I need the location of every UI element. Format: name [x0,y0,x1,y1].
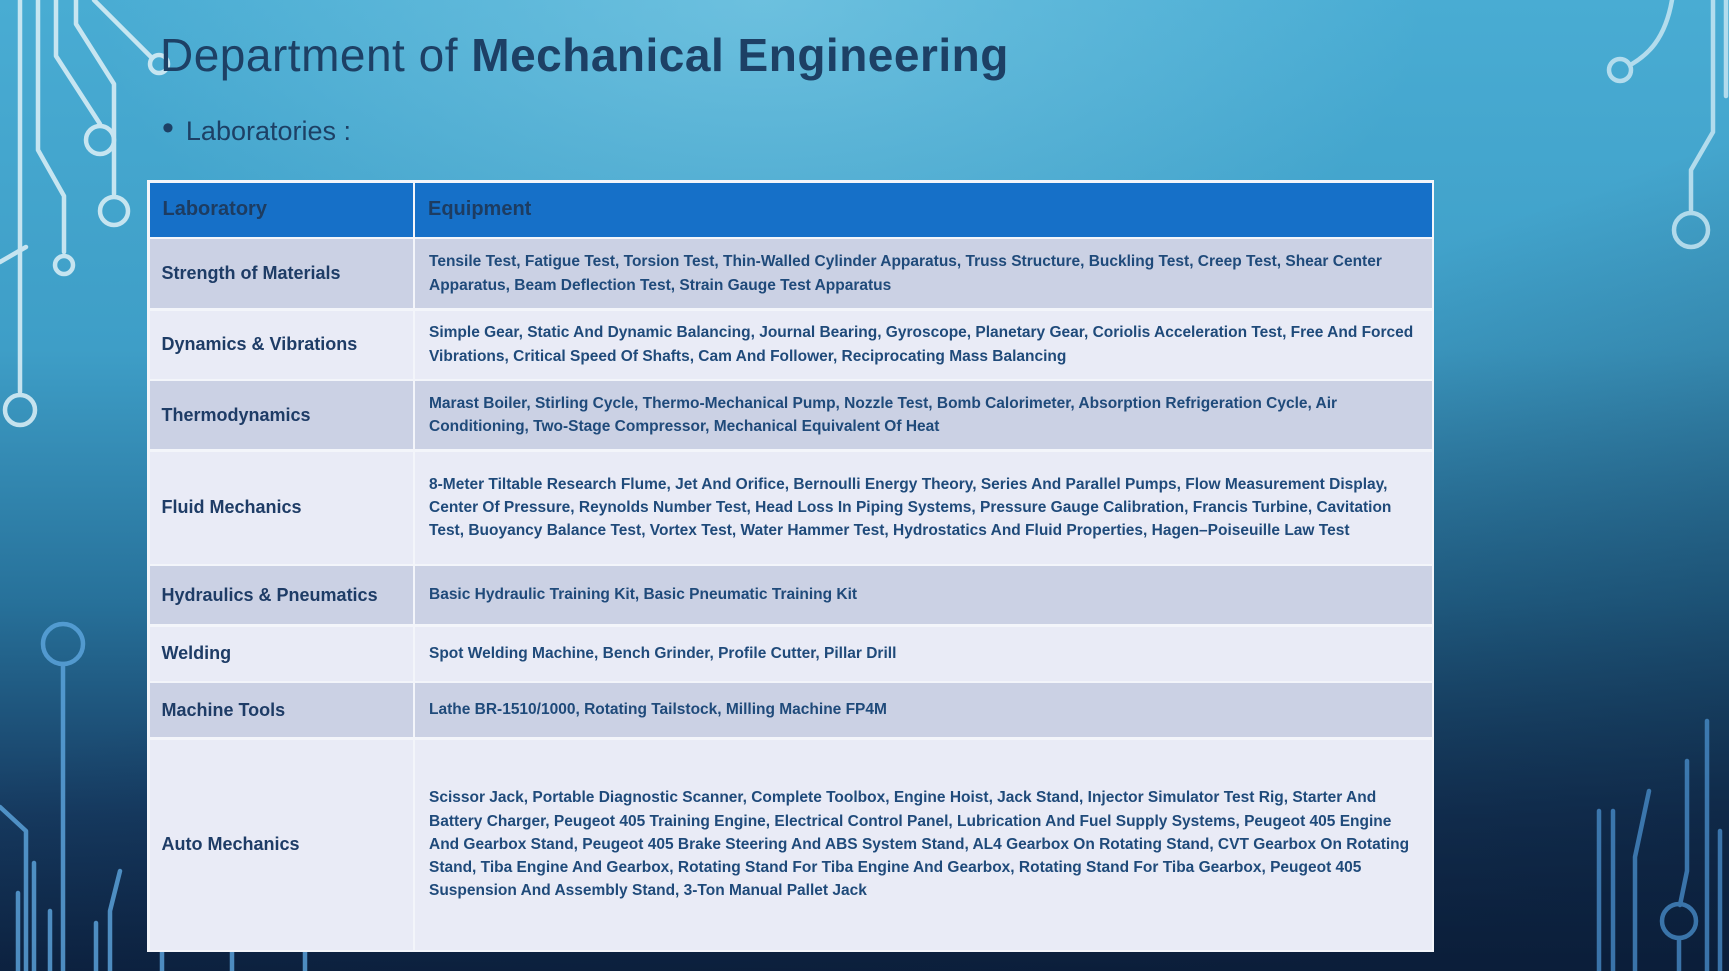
laboratory-cell: Thermodynamics [150,381,413,449]
page-title [160,28,1009,82]
equipment-cell: Marast Boiler, Stirling Cycle, Thermo-Mechanical Pump, Nozzle Test, Bomb Calorimeter, Absorption Refrigeration Cycle, Air Conditioning, Two-Stage Compressor, Mechanical Equivalent Of Heat [415,381,1432,449]
laboratories-label: Laboratories : [185,115,352,146]
column-header-equipment: Equipment [415,183,1432,237]
laboratory-cell: Strength of Materials [150,239,413,308]
equipment-cell: 8-Meter Tiltable Research Flume, Jet And Orifice, Bernoulli Energy Theory, Series And Parallel Pumps, Flow Measurement Display, Center Of Pressure, Reynolds Number Test, Head Loss In Piping Systems, Pressure Gauge Calibration, Francis Turbine, Cavitation Test, Buoyancy Balance Test, Vortex Test, Water Hammer Test, Hydrostatics And Fluid Properties, Hagen–Poiseuille Law Test [415,452,1432,564]
laboratory-cell: Fluid Mechanics [150,452,413,564]
equipment-cell: Simple Gear, Static And Dynamic Balancing, Journal Bearing, Gyroscope, Planetary Gear, Coriolis Acceleration Test, Free And Forced Vibrations, Critical Speed Of Shafts, Cam And Follower, Reciprocating Mass Balancing [415,311,1432,379]
laboratory-cell: Dynamics & Vibrations [150,311,413,379]
equipment-cell: Scissor Jack, Portable Diagnostic Scanner, Complete Toolbox, Engine Hoist, Jack Stand, Injector Simulator Test Rig, Starter And Battery Charger, Peugeot 405 Training Engine, Electrical Control Panel, Lubrication And Fuel Supply Systems, Peugeot 405 Engine And Gearbox Stand, Peugeot 405 Brake Steering And ABS System Stand, AL4 Gearbox On Rotating Stand, CVT Gearbox On Rotating Stand, Tiba Engine And Gearbox, Rotating Stand For Tiba Engine And Gearbox, Rotating Stand For Tiba Gearbox, Peugeot 405 Suspension And Assembly Stand, 3-Ton Manual Pallet Jack [415,740,1432,950]
laboratory-cell: Welding [150,627,413,681]
title-regular: Department of [160,29,472,81]
labs-equipment-table [147,180,1434,952]
equipment-cell: Lathe BR-1510/1000, Rotating Tailstock, Milling Machine FP4M [415,683,1432,737]
equipment-cell: Spot Welding Machine, Bench Grinder, Profile Cutter, Pillar Drill [415,627,1432,681]
laboratories-heading [162,109,352,148]
circuit-decoration-top-right [1429,0,1729,420]
equipment-cell: Tensile Test, Fatigue Test, Torsion Test, Thin-Walled Cylinder Apparatus, Truss Structure, Buckling Test, Creep Test, Shear Center Apparatus, Beam Deflection Test, Strain Gauge Test Apparatus [415,239,1432,308]
laboratory-cell: Hydraulics & Pneumatics [150,566,413,624]
bullet-icon: • [162,109,174,147]
equipment-cell: Basic Hydraulic Training Kit, Basic Pneumatic Training Kit [415,566,1432,624]
circuit-decoration-bottom-right [1499,571,1729,971]
laboratory-cell: Auto Mechanics [150,740,413,950]
column-header-laboratory: Laboratory [150,183,413,237]
laboratory-cell: Machine Tools [150,683,413,737]
title-bold: Mechanical Engineering [471,29,1009,81]
